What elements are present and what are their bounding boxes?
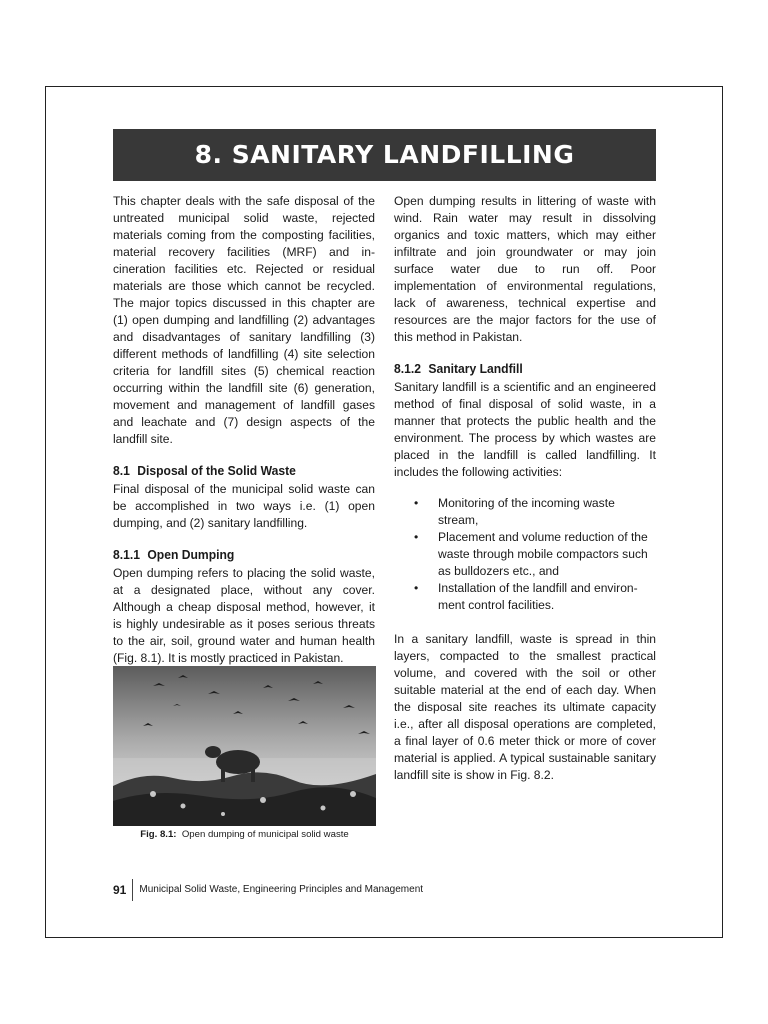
list-item: • Placement and volume reduction of the waste through mobile compactors such as bulldozers etc., and xyxy=(414,530,648,578)
open-dumping-photo xyxy=(113,666,376,826)
right-column xyxy=(394,193,656,784)
list-item: • Installation of the landfill and environ- ment control facilities. xyxy=(414,581,638,612)
left-column xyxy=(113,193,375,667)
list-item: • Monitoring of the incoming waste stream, xyxy=(414,496,615,527)
page-footer xyxy=(113,880,423,900)
footer-divider xyxy=(132,879,133,901)
intro-paragraph: This chapter deals with the safe disposal of the untreated municipal solid waste, rejected materials coming from the composting facilities, material recovery facilities (MRF) and in-cineration facilities etc. Rejected or residual materials are those which cannot be recycled. The major topics discussed in this chapter are (1) open dumping and landfilling (2) advantages and disadvantages of sanitary landfilling (3) different methods of landfilling (4) site selection criteria for landfill sites (5) chemical reaction occurring within the landfill site (6) generation, movement and management of landfill gases and leachate and (7) design aspects of the landfill site. xyxy=(113,194,375,446)
book-title: Municipal Solid Waste, Engineering Principles and Management xyxy=(139,884,424,895)
section-8-1-1-text: Open dumping refers to placing the solid waste, at a designated place, without any cover. Although a cheap disposal method, however, it is highly undesirable as it poses serious threats to the air, soil, ground water and human health (Fig. 8.1). It is mostly practiced in Pakistan. xyxy=(113,566,375,665)
section-8-1-1-heading: 8.1.1 Open Dumping xyxy=(113,547,235,562)
section-8-1-text: Final disposal of the municipal solid waste can be accomplished in two ways i.e. (1) open dumping, and (2) sanitary landfilling. xyxy=(113,482,375,530)
dump-site-illustration xyxy=(113,666,376,826)
figure-caption xyxy=(113,829,376,841)
section-8-1-2-text: Sanitary landfill is a scientific and an engineered method of final disposal of solid waste, in a manner that protects the public health and the environment. The process by which wastes are placed in the landfill is called landfilling. It includes the following activities: xyxy=(394,380,656,479)
figure-caption-text: Open dumping of municipal solid waste xyxy=(181,829,349,840)
section-8-1-heading: 8.1 Disposal of the Solid Waste xyxy=(113,463,296,478)
open-dumping-effects-paragraph: Open dumping results in littering of waste with wind. Rain water may result in dissolving organics and toxic matters, which may either infiltrate and join groundwater or may join surface water due to run off. Poor implementation of environmental regulations, lack of awareness, technical expertise and resources are the major factors for the use of this method in Pakistan. xyxy=(394,194,656,344)
activities-list xyxy=(394,495,656,614)
section-8-1-2-heading: 8.1.2 Sanitary Landfill xyxy=(394,361,523,376)
sanitary-landfill-paragraph: In a sanitary landfill, waste is spread in thin layers, compacted to the smallest practical volume, and covered with the soil or other suitable material at the end of each day. When the disposal site reaches its ultimate capacity i.e., after all disposal operations are completed, a final layer of 0.6 meter thick or more of cover material is applied. A typical sustainable sanitary landfill site is show in Fig. 8.2. xyxy=(394,632,656,782)
figure-label: Fig. 8.1: xyxy=(140,829,177,840)
chapter-title: 8. SANITARY LANDFILLING xyxy=(113,129,656,181)
page-number: 91 xyxy=(113,883,127,897)
